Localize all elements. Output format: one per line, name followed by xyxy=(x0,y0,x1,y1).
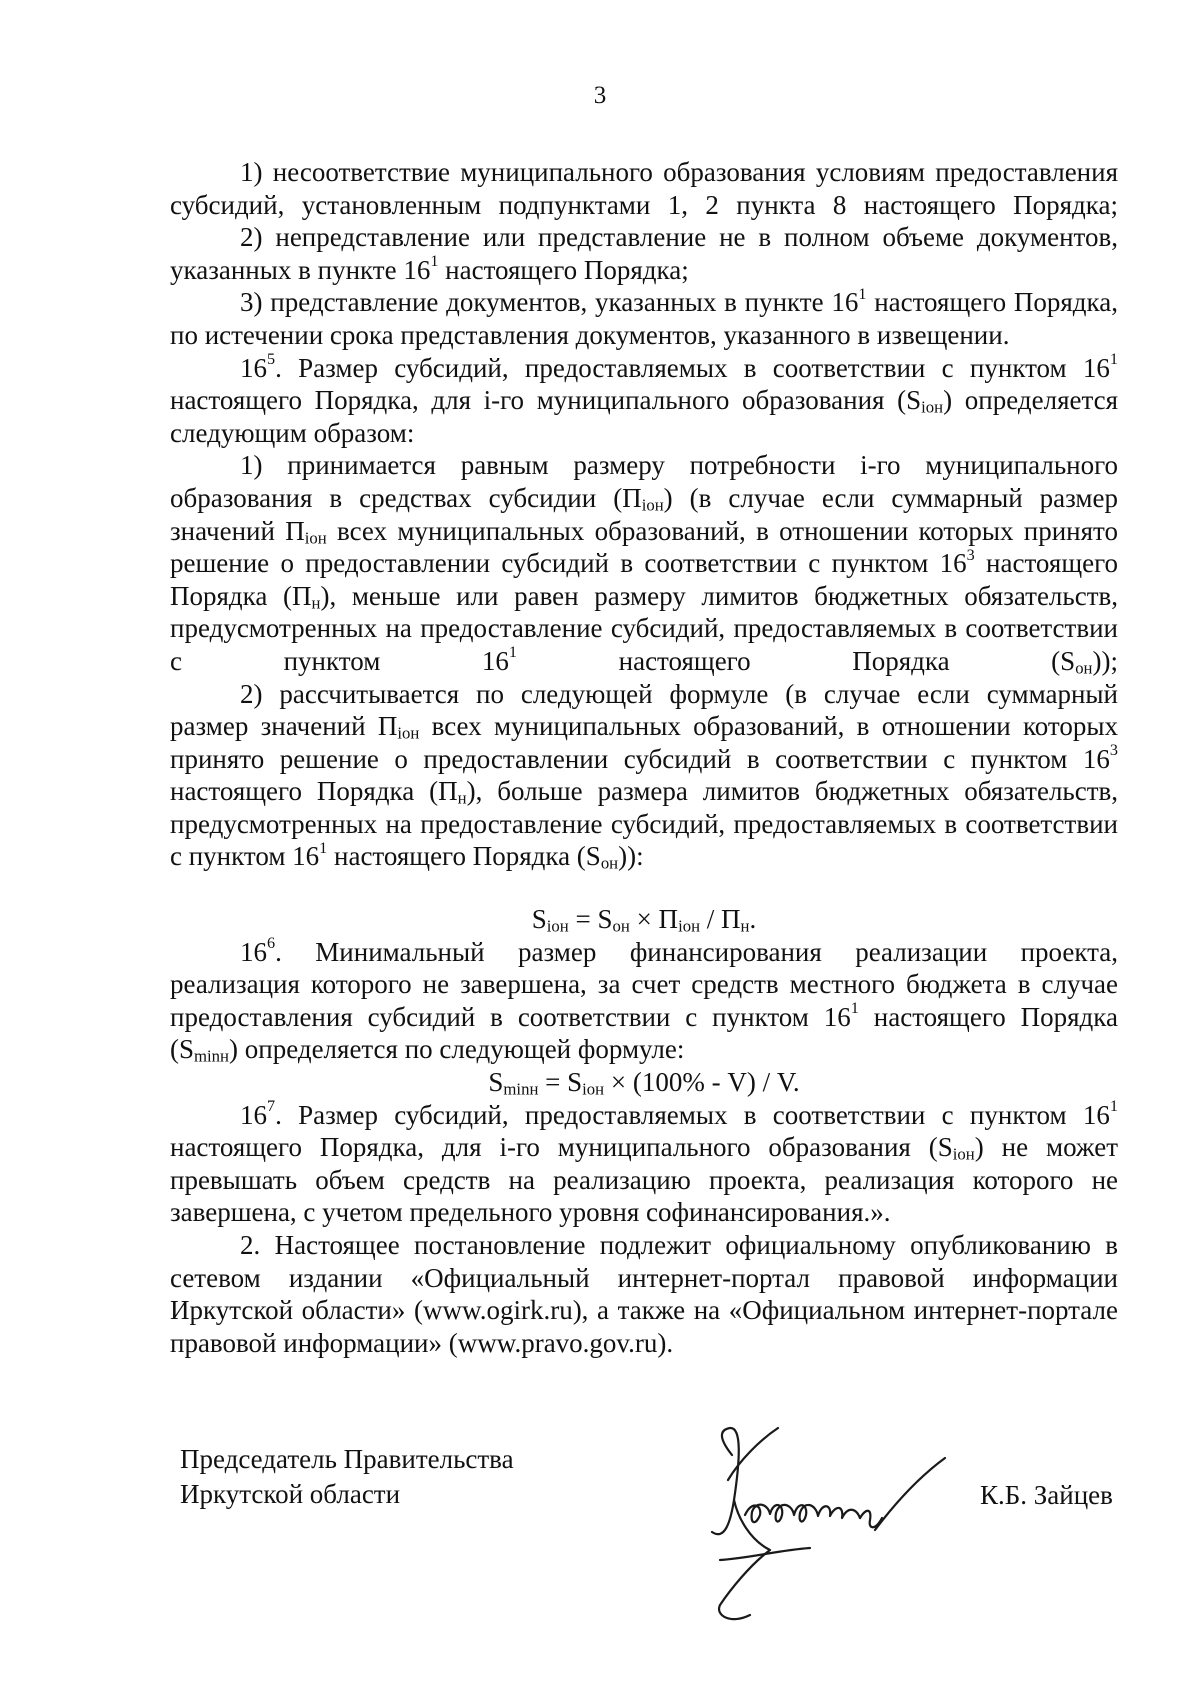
text-run: )): xyxy=(618,841,644,872)
text-run: 16 xyxy=(240,352,267,383)
subscript: iон xyxy=(641,495,664,515)
text-run: всех муниципальных образований, в отношении которых принято решение о предоставлении субсидий в соответствии с пунктом 16 xyxy=(170,711,1119,774)
text-run: настоящего Порядка, для i-го муниципального образования (S xyxy=(170,1132,953,1163)
text-run: . xyxy=(749,904,757,935)
text-run: ) (в случае если суммарный размер значений П xyxy=(170,482,1119,546)
paragraph xyxy=(170,1099,1118,1229)
subscript: minн xyxy=(194,1046,230,1066)
text-run: ) определяется следующим образом: xyxy=(170,385,1118,448)
text-run: 16 xyxy=(240,936,267,967)
text-run: × (100% - V) / V. xyxy=(604,1067,800,1098)
text-run: настоящего Порядка (S xyxy=(170,1001,1118,1065)
superscript: 1 xyxy=(1109,350,1118,369)
text-run: ) определяется по следующей формуле: xyxy=(229,1034,685,1065)
signatory-position-line-1: Председатель Правительства xyxy=(180,1444,514,1474)
superscript: 1 xyxy=(850,999,859,1018)
subscript: iон xyxy=(952,1144,975,1164)
signatory-position-line-2: Иркутской области xyxy=(180,1479,401,1509)
subscript: iон xyxy=(304,527,327,547)
text-run: S xyxy=(531,904,547,935)
paragraph xyxy=(170,449,1118,677)
subscript: iон xyxy=(921,397,944,417)
subscript: н xyxy=(457,788,467,808)
formula xyxy=(170,1066,1118,1099)
text-run: ), меньше или равен размеру лимитов бюджетных обязательств, предусмотренных на предоставление субсидий, предоставляемых в соответствии с пунктом 16 xyxy=(170,580,1119,676)
text-run: настоящего Порядка, по истечении срока представления документов, указанного в извещении. xyxy=(170,287,1118,350)
superscript: 1 xyxy=(430,252,439,271)
text-run: настоящего Порядка (S xyxy=(327,841,601,872)
superscript: 6 xyxy=(267,934,276,953)
text-run: . Размер субсидий, предоставляемых в соответствии с пунктом 16 xyxy=(275,1099,1110,1130)
text-run: всех муниципальных образований, в отношении которых принято решение о предоставлении субсидий в соответствии с пунктом 16 xyxy=(170,515,1118,579)
text-run: 1) принимается равным размеру потребности i-го муниципального образования в средствах субсидии (П xyxy=(170,450,1118,513)
text-run: настоящего Порядка (П xyxy=(170,548,1118,611)
text-run: = S xyxy=(568,904,613,935)
text-run: ) не может превышать объем средств на реализацию проекта, реализация которого не завершена, с учетом предельного уровня софинансирования.». xyxy=(170,1132,1119,1228)
superscript: 3 xyxy=(1109,741,1118,760)
text-run: 3) представление документов, указанных в пункте 16 xyxy=(240,287,859,318)
text-run: × П xyxy=(629,904,679,935)
subscript: iон xyxy=(397,723,420,743)
signatory-name: К.Б. Зайцев xyxy=(980,1480,1113,1510)
subscript: он xyxy=(612,916,630,936)
text-run: . Минимальный размер финансирования реализации проекта, реализация которого не завершена, за счет средств местного бюджета в случае предоставления субсидий в соответствии с пунктом 16 xyxy=(170,936,1118,1032)
paragraph xyxy=(170,936,1118,1066)
superscript: 3 xyxy=(966,545,975,564)
text-run: 16 xyxy=(240,1099,267,1130)
subscript: н xyxy=(311,593,321,613)
signatory-position xyxy=(180,1442,600,1512)
subscript: iон xyxy=(582,1079,605,1099)
text-run: 2) рассчитывается по следующей формуле (в случае если суммарный размер значений П xyxy=(170,678,1118,742)
paragraph xyxy=(170,1229,1118,1359)
page-number: 3 xyxy=(593,82,607,109)
subscript: он xyxy=(1075,658,1093,678)
text-run: настоящего Порядка, для i-го муниципального образования (S xyxy=(170,385,922,416)
subscript: н xyxy=(740,916,750,936)
subscript: minн xyxy=(503,1079,539,1099)
superscript: 1 xyxy=(319,839,328,858)
text-run: настоящего Порядка (S xyxy=(517,645,1076,676)
text-run: ), больше размера лимитов бюджетных обязательств, предусмотренных на предоставление субсидий, предоставляемых в соответствии с пунктом 16 xyxy=(170,776,1119,872)
paragraph xyxy=(170,678,1118,874)
formula xyxy=(170,903,1118,936)
text-run: . Размер субсидий, предоставляемых в соответствии с пунктом 16 xyxy=(275,352,1110,383)
text-run: / П xyxy=(700,904,741,935)
text-run: 1) несоответствие муниципального образования условиям предоставления субсидий, установленным подпунктами 1, 2 пункта 8 настоящего Порядка; xyxy=(170,157,1118,220)
document-body xyxy=(170,156,1118,1359)
text-run: 2. Настоящее постановление подлежит официальному опубликованию в сетевом издании «Официальный интернет-портал правовой информации Иркутской области» (www.ogirk.ru), а также на «Официальном интернет-портале правовой информации» (www.pravo.gov.ru). xyxy=(170,1230,1118,1358)
text-run: 2) непредставление или представление не в полном объеме документов, указанных в пункте 16 xyxy=(170,222,1118,285)
text-run: )); xyxy=(1092,645,1118,676)
subscript: iон xyxy=(546,916,569,936)
superscript: 5 xyxy=(267,350,276,369)
paragraph xyxy=(170,156,1118,221)
text-run: S xyxy=(488,1067,504,1098)
superscript: 1 xyxy=(1109,1097,1118,1116)
text-run: настоящего Порядка; xyxy=(438,254,689,285)
text-run: настоящего Порядка (П xyxy=(170,776,458,807)
superscript: 7 xyxy=(267,1097,276,1116)
paragraph xyxy=(170,286,1118,351)
subscript: iон xyxy=(678,916,701,936)
paragraph xyxy=(170,221,1118,286)
superscript: 1 xyxy=(858,284,867,303)
handwritten-signature xyxy=(690,1400,960,1645)
paragraph xyxy=(170,352,1118,450)
subscript: он xyxy=(600,853,619,873)
superscript: 1 xyxy=(508,643,518,662)
text-run: = S xyxy=(538,1067,583,1098)
